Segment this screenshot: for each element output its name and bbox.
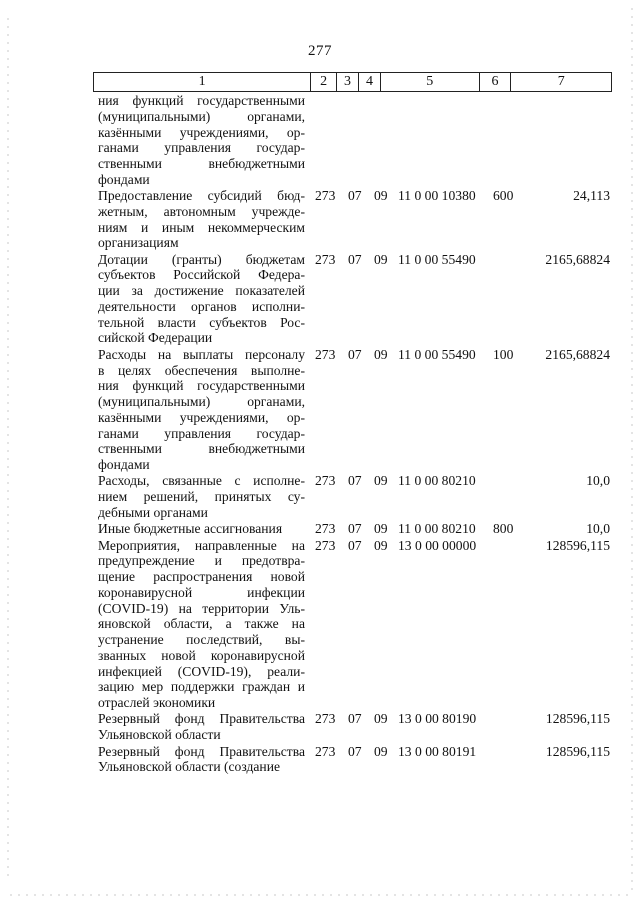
description-line: инфекцией (COVID-19), реали- [98,663,305,679]
row-description [98,538,305,711]
description-line: щение распространения новой [98,569,305,585]
description-line: ственными внебюджетными [98,156,305,171]
description-line: казёнными учреждениями, ор- [98,124,305,140]
table-row [98,473,614,520]
description-line: дебными органами [98,504,208,520]
row-description [98,347,305,473]
description-line: отраслей экономики [98,695,216,711]
subsection-code: 09 [374,188,388,204]
amount: 128596,115 [545,537,610,553]
section-code: 07 [348,251,362,267]
admin-code: 273 [315,346,336,362]
description-line: тельной власти субъектов Рос- [98,314,305,330]
section-code: 07 [348,346,362,362]
target-article-code: 11 0 00 80210 [398,473,476,489]
description-line: фондами [98,171,150,187]
description-line: ственными внебюджетными [98,441,305,457]
description-line: ции за достижение показателей [98,283,305,299]
subsection-code: 09 [374,346,388,362]
subsection-code: 09 [374,521,388,537]
row-description [98,93,305,188]
description-line: устранение последствий, вы- [98,632,305,648]
table-row [98,93,614,188]
section-code: 07 [348,473,362,489]
table-row [98,744,614,776]
description-line: субъектов Российской Федера- [98,267,305,283]
description-line: ниям и иным некоммерческим [98,219,305,235]
row-description [98,711,305,743]
subsection-code: 09 [374,537,388,553]
amount: 24,113 [573,188,610,204]
admin-code: 273 [315,537,336,553]
amount: 10,0 [586,521,610,537]
budget-table-body [98,93,614,776]
description-line: Мероприятия, направленные на [98,537,305,553]
amount: 2165,68824 [545,251,610,267]
header-col-4: 4 [359,73,381,91]
table-row [98,538,614,711]
admin-code: 273 [315,521,336,537]
admin-code: 273 [315,188,336,204]
description-line: жетным, автономным учрежде- [98,203,305,219]
description-line: зацию мер поддержки граждан и [98,679,305,695]
admin-code: 273 [315,251,336,267]
description-line: яновской области, а также на [98,616,305,632]
description-line: (муниципальными) органами, [98,394,305,410]
expense-type-code: 600 [493,188,514,204]
description-line: казёнными учреждениями, ор- [98,409,305,425]
table-row [98,188,614,251]
description-line: званных новой коронавирусной [98,647,305,663]
description-line: нием решений, принятых су- [98,489,305,505]
target-article-code: 11 0 00 10380 [398,188,476,204]
description-line: ния функций государственными [98,378,305,394]
section-code: 07 [348,743,362,759]
target-article-code: 13 0 00 80190 [398,711,477,727]
amount: 2165,68824 [545,346,610,362]
description-line: сийской Федерации [98,330,213,346]
subsection-code: 09 [374,743,388,759]
amount: 128596,115 [545,711,610,727]
row-description [98,744,305,776]
description-line: ганами управления государ- [98,140,305,156]
description-line: Расходы, связанные с исполне- [98,473,305,489]
table-row [98,252,614,347]
table-row [98,347,614,473]
description-line: Резервный фонд Правительства [98,743,305,759]
description-line: Иные бюджетные ассигнования [98,521,283,537]
target-article-code: 11 0 00 55490 [398,346,476,362]
description-line: организациям [98,235,179,251]
description-line: Дотации (гранты) бюджетам [98,251,305,267]
subsection-code: 09 [374,473,388,489]
expense-type-code: 800 [493,521,514,537]
header-col-3: 3 [337,73,359,91]
target-article-code: 13 0 00 00000 [398,537,477,553]
subsection-code: 09 [374,251,388,267]
target-article-code: 11 0 00 80210 [398,521,476,537]
target-article-code: 13 0 00 80191 [398,743,477,759]
row-description [98,188,305,251]
admin-code: 273 [315,473,336,489]
description-line: в целях обеспечения выполне- [98,362,305,378]
admin-code: 273 [315,743,336,759]
description-line: коронавирусной инфекции [98,584,305,600]
target-article-code: 11 0 00 55490 [398,251,476,267]
header-col-6: 6 [480,73,512,91]
description-line: Резервный фонд Правительства [98,711,305,727]
description-line: Расходы на выплаты персоналу [98,346,305,362]
description-line: Ульяновской области (создание [98,759,281,775]
section-code: 07 [348,537,362,553]
row-description [98,521,305,537]
description-line: (муниципальными) органами, [98,108,305,124]
header-col-5: 5 [381,73,480,91]
subsection-code: 09 [374,711,388,727]
table-row [98,711,614,743]
description-line: деятельности органов исполни- [98,298,305,314]
row-description [98,252,305,347]
section-code: 07 [348,188,362,204]
description-line: Предоставление субсидий бюд- [98,188,305,204]
table-row [98,521,614,537]
header-col-1: 1 [94,73,311,91]
description-line: ния функций государственными [98,93,305,108]
description-line: предупреждение и предотвра- [98,553,305,569]
amount: 128596,115 [545,743,610,759]
description-line: (COVID-19) на территории Уль- [98,600,305,616]
description-line: фондами [98,457,150,473]
row-description [98,473,305,520]
expense-type-code: 100 [493,346,514,362]
table-header [93,72,612,92]
page-number: 277 [308,43,332,59]
description-line: Ульяновской области [98,727,221,743]
description-line: ганами управления государ- [98,425,305,441]
admin-code: 273 [315,711,336,727]
header-col-2: 2 [311,73,337,91]
section-code: 07 [348,521,362,537]
section-code: 07 [348,711,362,727]
header-col-7: 7 [557,74,565,89]
amount: 10,0 [586,473,610,489]
